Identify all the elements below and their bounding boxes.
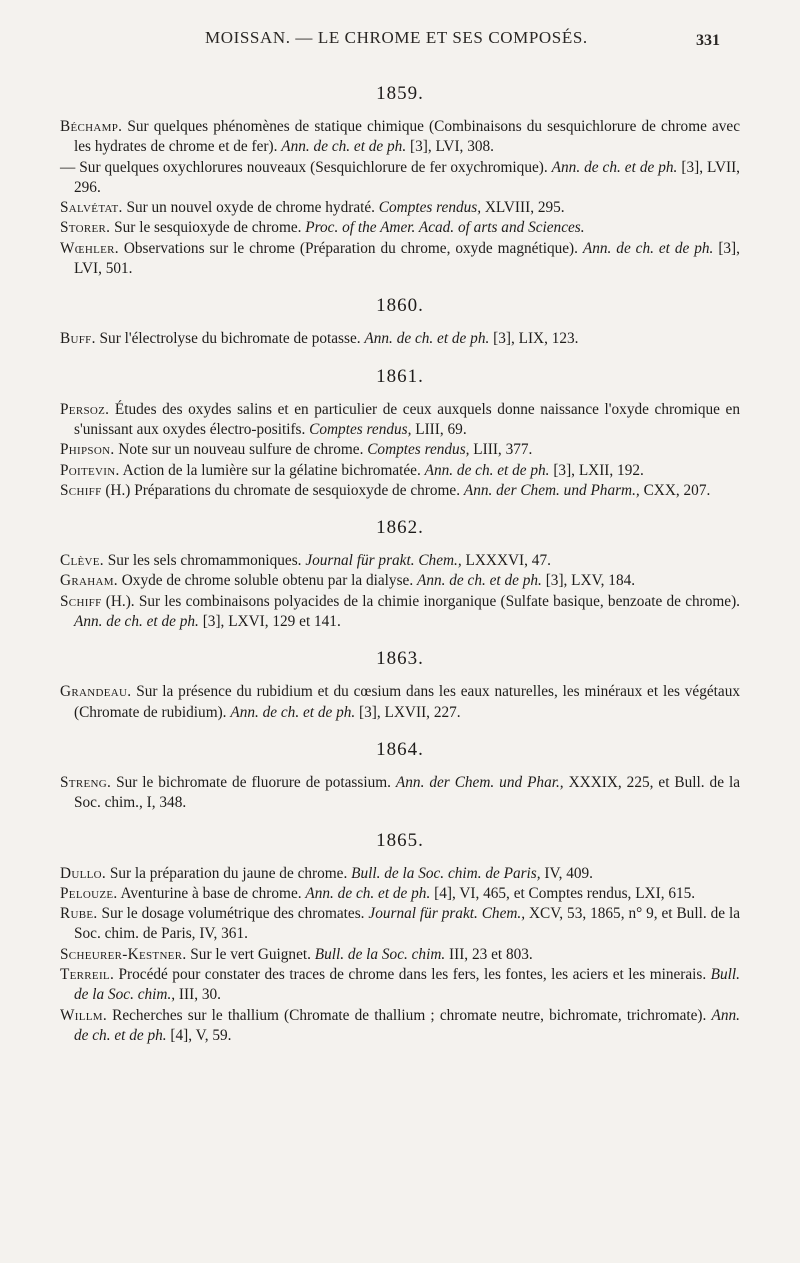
entry-reference: Ann. de ch. et de ph. [305,884,431,902]
entry-reference: Ann. de ch. et de ph. [424,461,550,479]
entry-text: Recherches sur le thallium (Chromate de thallium ; chromate neutre, bichromate, trichromate). [106,1006,712,1024]
entry-citation: [4], V, 59. [166,1026,232,1044]
running-head [0,22,800,52]
bibliography-entry [60,884,740,904]
entry-citation: [3], LXV, 184. [541,572,636,590]
entry-reference: Comptes rendus, [309,420,412,438]
bibliography-entry [60,218,740,238]
entry-text: Oxyde de chrome soluble obtenu par la dialyse. [117,572,417,590]
entry-reference: Bull. de la Soc. chim. de Paris, [351,864,541,882]
entry-author: Grandeau. [60,683,132,701]
year-section [60,515,740,632]
entry-text: Action de la lumière sur la gélatine bichromatée. [119,461,425,479]
year-heading: 1859. [376,83,424,104]
entry-author: Schiff [60,592,102,610]
entry-reference: Bull. de la Soc. chim. [314,945,446,963]
entry-author: Streng. [60,773,112,791]
entry-text: Sur quelques phénomènes de statique chimique (Combinaisons du sesquichlorure de chrome avec les hydrates de chrome et de fer). [74,118,740,156]
bibliography-entry [60,481,740,501]
bibliography-entry [60,198,740,218]
entry-text: Aventurine à base de chrome. [117,884,306,902]
entry-citation: [3], LXVI, 129 et 141. [198,613,341,631]
entry-text: Sur le dosage volumétrique des chromates. [97,905,369,923]
entry-author: Poitevin. [60,461,120,479]
bibliography-entry [60,400,740,441]
bibliography-entry [60,239,740,280]
entry-citation: CXX, 207. [639,481,711,499]
year-section [60,293,740,349]
bibliography-entry [60,329,740,349]
entry-citation: III, 23 et 803. [445,945,533,963]
entry-text: Études des oxydes salins et en particulier de ceux auxquels donne naissance l'oxyde chromique en s'unissant aux oxydes électro-positifs. [74,400,740,438]
bibliography-entry [60,864,740,884]
bibliography-entry [60,158,740,199]
year-section [60,737,740,814]
year-heading: 1864. [376,738,424,760]
running-title: MOISSAN. — LE CHROME ET SES COMPOSÉS. [205,28,588,47]
entry-author: Pelouze. [60,884,118,902]
entry-reference: Ann. de ch. et de ph. [416,572,542,590]
year-section [60,81,740,279]
bibliography-entry [60,117,740,158]
entry-author: Béchamp. [60,118,123,135]
entry-citation: IV, 409. [540,864,593,882]
entry-author: Scheurer-Kestner. [60,945,187,963]
entry-reference: Ann. de ch. et de ph. [551,158,678,176]
entry-text: Sur le vert Guignet. [186,945,315,963]
entry-citation: [4], VI, 465, et Comptes rendus, LXI, 615. [430,884,696,902]
bibliography-body [60,75,740,1060]
entry-author: Storer. [60,219,111,237]
entry-citation: [3], LVII, 296. [74,158,741,196]
entry-text: — Sur quelques oxychlorures nouveaux (Sesquichlorure de fer oxychromique). [60,158,552,176]
entry-text: (H.). Sur les combinaisons polyacides de la chimie inorganique (Sulfate basique, benzoate de chrome). [101,592,740,610]
entry-reference: Ann. de ch. et de ph. [230,703,356,721]
entry-reference: Ann. de ch. et de ph. [74,1006,740,1044]
bibliography-entry [60,571,740,591]
entry-author: Buff. [60,330,96,348]
entry-author: Terreil. [60,966,115,984]
entry-citation: LIII, 377. [469,441,533,459]
entry-author: Salvétat. [60,199,123,217]
entry-reference: Journal für prakt. Chem., [305,552,462,570]
bibliography-entry [60,1006,740,1047]
bibliography-entry [60,440,740,460]
entry-reference: Ann. de ch. et de ph. [364,330,490,348]
entry-citation: XXXIX, 225, et Bull. de la Soc. chim., I, 348. [74,773,740,812]
entry-citation: [3], LXVII, 227. [355,703,461,721]
year-heading: 1865. [376,829,424,851]
entry-text: Note sur un nouveau sulfure de chrome. [114,441,368,459]
entry-author: Graham. [60,572,118,590]
entry-citation: [3], LVI, 501. [74,239,740,278]
entry-citation: LXXXVI, 47. [461,552,551,570]
entry-text: Sur un nouvel oxyde de chrome hydraté. [122,199,379,217]
year-heading: 1863. [376,648,424,670]
year-heading: 1861. [376,365,424,387]
entry-author: Willm. [60,1006,107,1024]
entry-citation: XCV, 53, 1865, n° 9, et Bull. de la Soc. chim. de Paris, IV, 361. [74,905,740,943]
entry-reference: Journal für prakt. Chem., [368,905,526,923]
entry-citation: [3], LXII, 192. [549,461,644,479]
bibliography-entry [60,551,740,571]
year-section [60,646,740,723]
entry-author: Dullo. [60,864,106,882]
entry-text: Sur l'électrolyse du bichromate de potasse. [95,330,365,348]
year-section [60,364,740,501]
bibliography-entry [60,904,740,945]
entry-reference: Ann. de ch. et de ph. [582,239,714,257]
entry-author: Wœhler. [60,239,119,257]
entry-citation: [3], LVI, 308. [406,138,494,156]
entry-text: Sur la préparation du jaune de chrome. [106,864,352,882]
entry-citation: [3], LIX, 123. [489,330,579,348]
entry-reference: Comptes rendus, [367,441,470,459]
entry-text: Observations sur le chrome (Préparation du chrome, oxyde magnétique). [118,239,583,257]
entry-reference: Ann. der Chem. und Pharm., [463,481,640,499]
entry-reference: Ann. de ch. et de ph. [281,138,407,156]
entry-author: Clève. [60,552,104,570]
entry-text: Procédé pour constater des traces de chrome dans les fers, les fontes, les aciers et les minerais. [114,966,711,984]
entry-reference: Bull. de la Soc. chim., [74,966,740,1004]
bibliography-entry [60,945,740,965]
entry-reference: Comptes rendus, [378,199,482,217]
bibliography-entry [60,965,740,1006]
entry-citation: III, 30. [175,986,221,1004]
entry-reference: Ann. de ch. et de ph. [74,613,199,631]
entry-author: Persoz. [60,400,110,418]
bibliography-entry [60,682,740,723]
entry-reference: Ann. der Chem. und Phar., [395,773,564,791]
entry-citation: XLVIII, 295. [481,199,565,217]
year-section [60,828,740,1047]
entry-author: Schiff [60,481,102,499]
year-heading: 1862. [376,517,424,539]
entry-author: Rube. [60,905,98,923]
bibliography-entry [60,592,740,633]
entry-text: Sur le bichromate de fluorure de potassium. [111,773,396,791]
entry-author: Phipson. [60,441,115,459]
entry-text: Sur la présence du rubidium et du cœsium dans les eaux naturelles, les minéraux et les végétaux (Chromate de rubidium). [74,683,740,721]
year-heading: 1860. [376,295,424,317]
bibliography-entry [60,461,740,481]
entry-citation: LIII, 69. [411,420,467,438]
entry-text: Sur le sesquioxyde de chrome. [110,219,306,237]
entry-text: Sur les sels chromammoniques. [103,552,306,570]
entry-reference: Proc. of the Amer. Acad. of arts and Sciences. [305,219,585,237]
page-number: 331 [696,32,720,49]
bibliography-entry [60,773,740,814]
entry-text: (H.) Préparations du chromate de sesquioxyde de chrome. [101,481,464,499]
